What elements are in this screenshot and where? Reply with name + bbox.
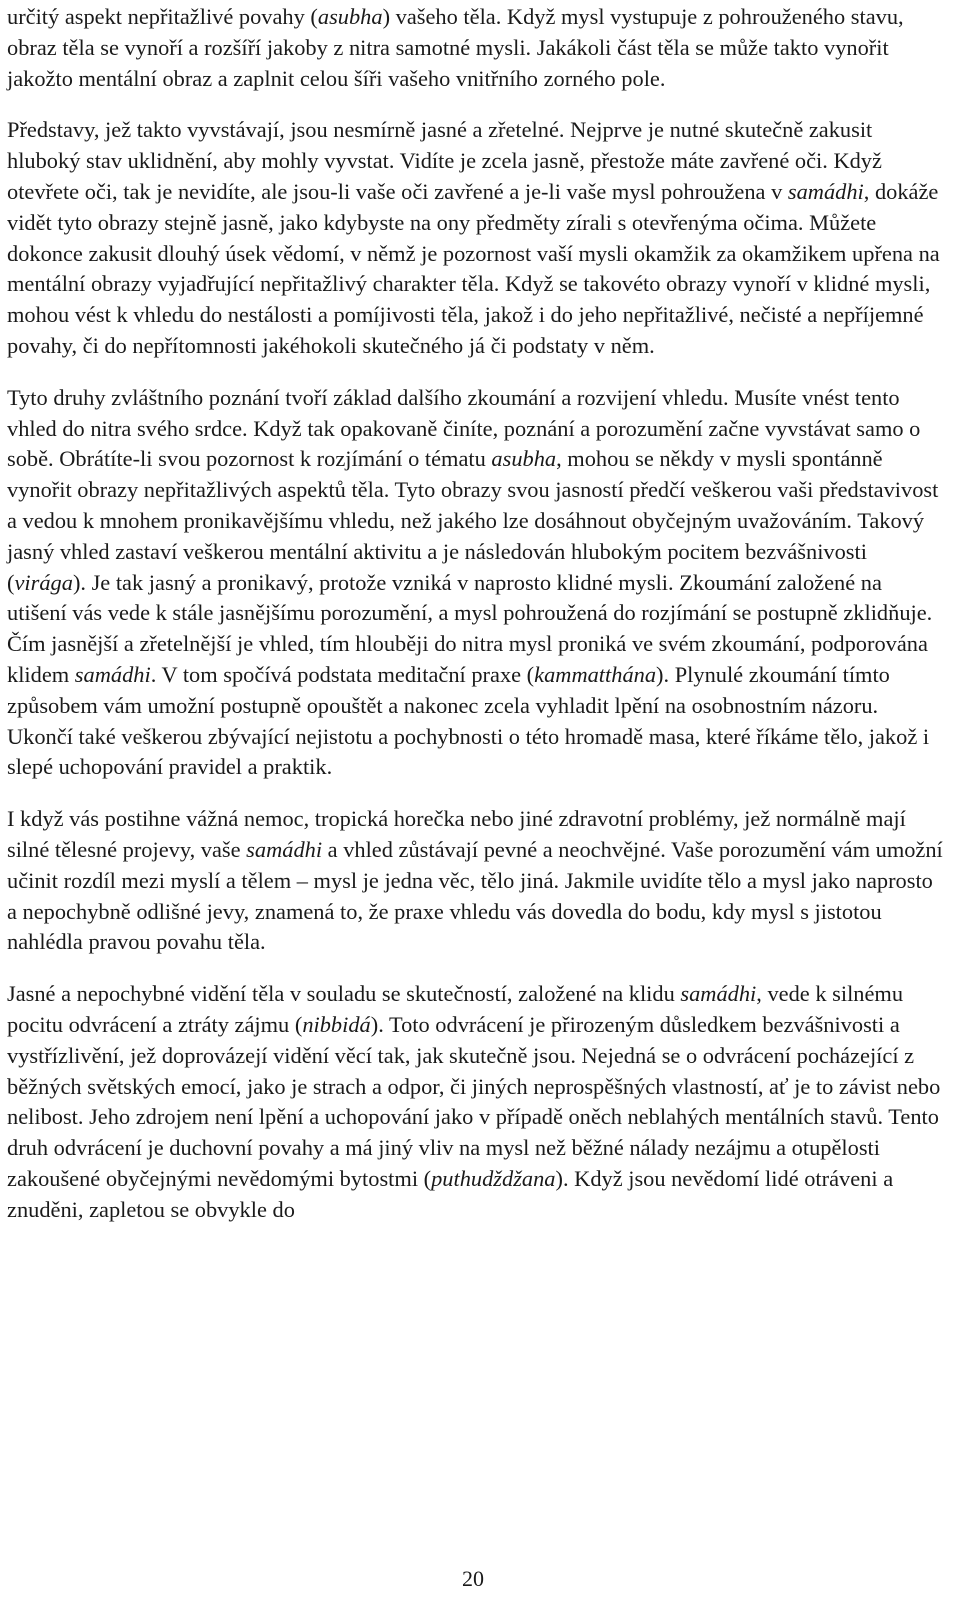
italic-term: puthudždžana <box>431 1165 556 1191</box>
italic-term: kammatthána <box>534 661 657 687</box>
paragraph <box>7 804 946 958</box>
italic-term: asubha <box>491 446 557 472</box>
italic-term: asubha <box>317 4 383 29</box>
text-run: , dokáže vidět tyto obrazy stejně jasně, jako kdybyste na ony předměty zírali s otevřenýma očima. Můžete dokonce zakusit dlouhý úsek vědomí, v němž je pozornost vaší mysli okamžik za okamžikem upřena na mentální obrazy vyjadřující nepřitažlivý charakter těla. Když se takovéto obrazy vynoří v klidné mysli, mohou vést k vhledu do nestálosti a pomíjivosti těla, jakož i do jeho nepřitažlivé, nečisté a nepříjemné povahy, či do nepřítomnosti jakéhokoli skutečného já či podstaty v něm. <box>7 178 940 358</box>
text-run: Jasné a nepochybné vidění těla v souladu se skutečností, založené na klidu <box>7 981 681 1007</box>
text-run: ). Plynulé zkoumání tímto způsobem vám umožní postupně opouštět a nakonec zcela vyhladit lpění na osobnostním názoru. Ukončí také veškerou zbývající nejistotu a pochybnosti o této hromadě masa, které říkáme tělo, jakož i slepé uchopování pravidel a praktik. <box>7 661 930 780</box>
paragraph <box>7 979 946 1225</box>
text-run: a vhled zůstávají pevné a neochvějné. Vaše porozumění vám umožní učinit rozdíl mezi myslí a tělem – mysl je jedna věc, tělo jiná. Jakmile uvidíte tělo a mysl jako naprosto a nepochybně odlišné jevy, znamená to, že praxe vhledu vás dovedla do bodu, kdy mysl s jistotou nahlédla pravou povahu těla. <box>7 836 943 955</box>
italic-term: virága <box>14 569 73 595</box>
paragraph <box>7 2 946 94</box>
text-run: Představy, jež takto vyvstávají, jsou nesmírně jasné a zřetelné. Nejprve je nutné skutečně zakusit hluboký stav uklidnění, aby mohly vyvstat. Vidíte je zcela jasně, přestože máte zavřené oči. Když otevřete oči, tak je nevidíte, ale jsou-li vaše oči zavřené a je-li vaše mysl pohroužena v <box>7 117 882 204</box>
text-run: , mohou se někdy v mysli spontánně vynořit obrazy nepřitažlivých aspektů těla. Tyto obrazy svou jasností předčí veškerou vaši představivost a vedou k mnohem pronikavějšímu vhledu, než jakého lze dosáhnout obyčejným uvažováním. Takový jasný vhled zastaví veškerou mentální aktivitu a je následován hlubokým pocitem bezvášnivosti ( <box>7 446 939 595</box>
text-run: ). Když jsou nevědomí lidé otráveni a znuděni, zapletou se obvykle do <box>7 1165 894 1222</box>
text-body <box>7 2 946 1225</box>
text-run: určitý aspekt nepřitažlivé povahy ( <box>7 4 318 29</box>
text-run: , vede k silnému pocitu odvrácení a ztráty zájmu ( <box>7 981 904 1037</box>
italic-term: samádhi <box>246 836 323 862</box>
italic-term: nibbidá <box>302 1011 371 1037</box>
text-run: ) vašeho těla. Když mysl vystupuje z pohrouženého stavu, obraz těla se vynoří a rozšíří jakoby z nitra samotné mysli. Jakákoli část těla se může takto vynořit jakožto mentální obraz a zaplnit celou šíři vašeho vnitřního zorného pole. <box>7 4 904 91</box>
text-run: . V tom spočívá podstata meditační praxe ( <box>150 661 535 687</box>
italic-term: samádhi <box>680 981 757 1007</box>
italic-term: samádhi <box>74 661 151 687</box>
text-run: Tyto druhy zvláštního poznání tvoří základ dalšího zkoumání a rozvijení vhledu. Musíte vnést tento vhled do nitra svého srdce. Když tak opakovaně činíte, poznání a porozumění začne vyvstávat samo o sobě. Obrátíte-li svou pozornost k rozjímání o tématu <box>7 384 921 472</box>
italic-term: samádhi <box>787 178 864 204</box>
text-run: I když vás postihne vážná nemoc, tropická horečka nebo jiné zdravotní problémy, jež normálně mají silné tělesné projevy, vaše <box>7 806 906 862</box>
paragraph <box>7 383 946 783</box>
text-run: ). Je tak jasný a pronikavý, protože vzniká v naprosto klidné mysli. Zkoumání založené na utišení vás vede k stále jasnějšímu porozumění, a mysl pohroužená do rozjímání se postupně zklidňuje. Čím jasnější a zřetelnější je vhled, tím hlouběji do nitra mysl proniká ve svém zkoumání, podporována klidem <box>7 569 933 687</box>
page-number: 20 <box>462 1566 484 1591</box>
text-run: ). Toto odvrácení je přirozeným důsledkem bezvášnivosti a vystřízlivění, jež doprovázejí vidění věcí tak, jak skutečně jsou. Nejedná se o odvrácení pocházející z běžných světských emocí, jako je strach a odpor, či jiných neprospěšných vlastností, ať je to závist nebo nelibost. Jeho zdrojem není lpění a uchopování jako v případě oněch neblahých mentálních stavů. Tento druh odvrácení je duchovní povahy a má jiný vliv na mysl než běžné nálady nezájmu a otupělosti zakoušené obyčejnými nevědomými bytostmi ( <box>7 1011 941 1191</box>
paragraph <box>7 115 946 361</box>
